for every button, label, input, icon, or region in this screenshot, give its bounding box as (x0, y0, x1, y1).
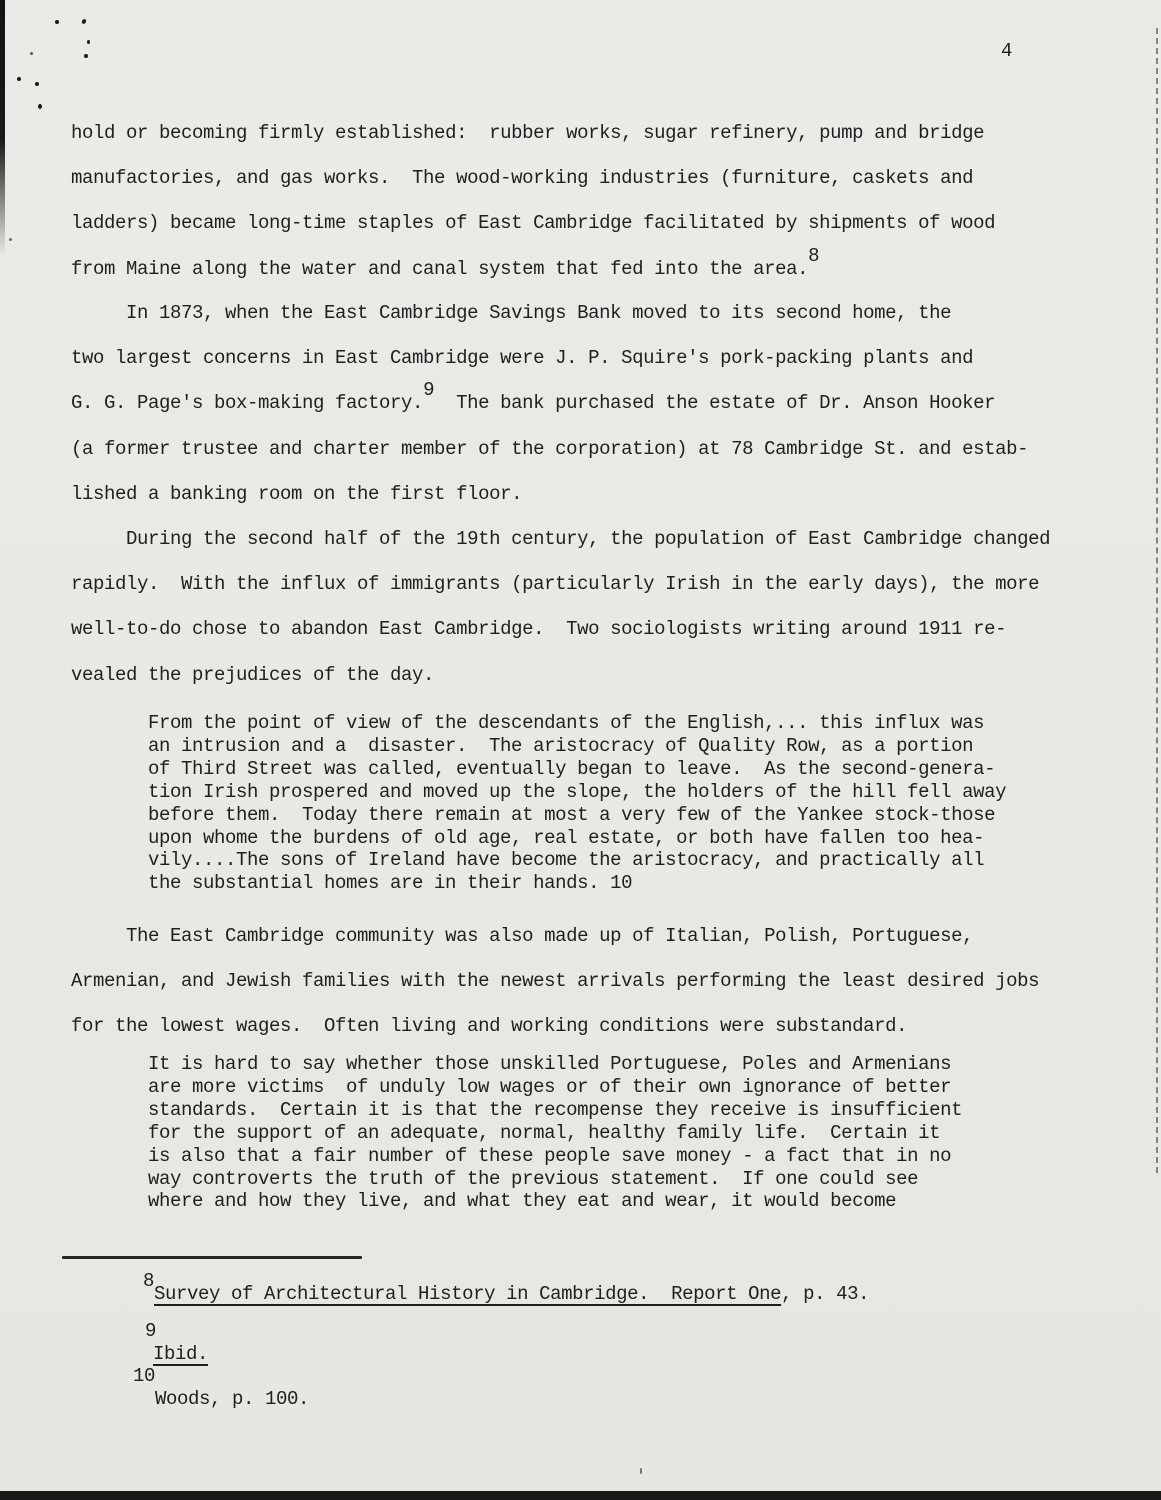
text-line: for the lowest wages. Often living and working conditions were substandard. (71, 1015, 908, 1038)
scan-speck (35, 82, 39, 86)
text-line: G. G. Page's box-making factory.9 The bank purchased the estate of Dr. Anson Hooker (71, 379, 996, 415)
text-line: It is hard to say whether those unskilled Portuguese, Poles and Armenians (148, 1053, 952, 1075)
text-line: an intrusion and a disaster. The aristocracy of Quality Row, as a portion (148, 734, 974, 757)
text-line: upon whome the burdens of old age, real estate, or both have fallen too hea- (148, 826, 985, 849)
text-line: two largest concerns in East Cambridge were J. P. Squire's pork-packing plants and (71, 347, 974, 370)
text-line: rapidly. With the influx of immigrants (particularly Irish in the early days), the more (71, 573, 1040, 596)
blockquote-unskilled-workers (148, 1053, 962, 1213)
text-line: 10 (133, 1365, 156, 1387)
text-line: During the second half of the 19th century, the population of East Cambridge changed (71, 528, 1051, 550)
scan-edge-artifact-bottom (0, 1491, 1161, 1500)
text-line: vealed the prejudices of the day. (71, 663, 435, 686)
scan-speck (38, 104, 42, 109)
text-line: before them. Today there remain at most a very few of the Yankee stock-those (148, 803, 996, 826)
scan-edge-artifact-left (0, 0, 5, 255)
text-line: way controverts the truth of the previous statement. If one could see (148, 1167, 919, 1190)
text-line: standards. Certain it is that the recompense they receive is insufficient (148, 1098, 963, 1121)
text-line: the substantial homes are in their hands. 10 (148, 872, 633, 895)
scan-binding-crease (1156, 28, 1158, 1173)
scan-speck (81, 18, 87, 24)
page-number: 4 (1001, 40, 1013, 62)
footnote-9-number (145, 1320, 156, 1343)
text-line: for the support of an adequate, normal, healthy family life. Certain it (148, 1121, 941, 1144)
scan-speck (640, 1468, 642, 1474)
text-line: From the point of view of the descendants of the English,... this influx was (148, 712, 985, 734)
footnote-separator-rule (62, 1256, 362, 1259)
footnote-10 (155, 1388, 309, 1411)
text-line: manufactories, and gas works. The wood-working industries (furniture, caskets and (71, 167, 974, 190)
text-line: of Third Street was called, eventually began to leave. As the second-genera- (148, 757, 996, 780)
scan-speck (55, 20, 59, 24)
text-line: hold or becoming firmly established: rubber works, sugar refinery, pump and bridge (71, 122, 985, 144)
text-line: where and how they live, and what they eat and wear, it would become (148, 1190, 897, 1213)
scan-speck (30, 52, 33, 55)
text-line: The East Cambridge community was also made up of Italian, Polish, Portuguese, (71, 925, 974, 947)
text-line: 9 (145, 1320, 157, 1342)
text-line: are more victims of unduly low wages or of their own ignorance of better (148, 1075, 952, 1098)
scan-speck (87, 40, 90, 44)
text-line: In 1873, when the East Cambridge Savings Bank moved to its second home, the (71, 302, 952, 324)
text-line: (a former trustee and charter member of the corporation) at 78 Cambridge St. and estab- (71, 437, 1029, 460)
scan-speck (84, 54, 88, 58)
text-line: from Maine along the water and canal system that fed into the area.8 (71, 244, 820, 280)
text-line: tion Irish prospered and moved up the slope, the holders of the hill fell away (148, 780, 1007, 803)
text-line: Ibid. (153, 1343, 209, 1365)
text-line: lished a banking room on the first floor. (71, 482, 523, 505)
footnote-9 (153, 1343, 208, 1366)
scan-speck (9, 238, 12, 241)
footnote-8 (143, 1270, 870, 1306)
paragraph-savings-bank-1873 (71, 291, 1028, 517)
blockquote-english-descendants (148, 712, 1006, 895)
paragraph-immigrant-community (71, 914, 1039, 1050)
paragraph-population-change (71, 517, 1050, 698)
text-line: is also that a fair number of these people save money - a fact that in no (148, 1144, 952, 1167)
text-line: ladders) became long-time staples of East Cambridge facilitated by shipments of wood (71, 212, 996, 235)
text-line: vily....The sons of Ireland have become the aristocracy, and practically all (148, 849, 985, 872)
paragraph-industries (71, 111, 995, 292)
footnote-10-number (133, 1365, 155, 1388)
text-line: 8Survey of Architectural History in Cambridge. Report One, p. 43. (143, 1270, 870, 1305)
scan-speck (17, 77, 21, 81)
text-line: Armenian, and Jewish families with the newest arrivals performing the least desired jobs (71, 970, 1040, 993)
text-line: well-to-do chose to abandon East Cambridge. Two sociologists writing around 1911 re- (71, 618, 1007, 641)
text-line: Woods, p. 100. (155, 1388, 310, 1410)
